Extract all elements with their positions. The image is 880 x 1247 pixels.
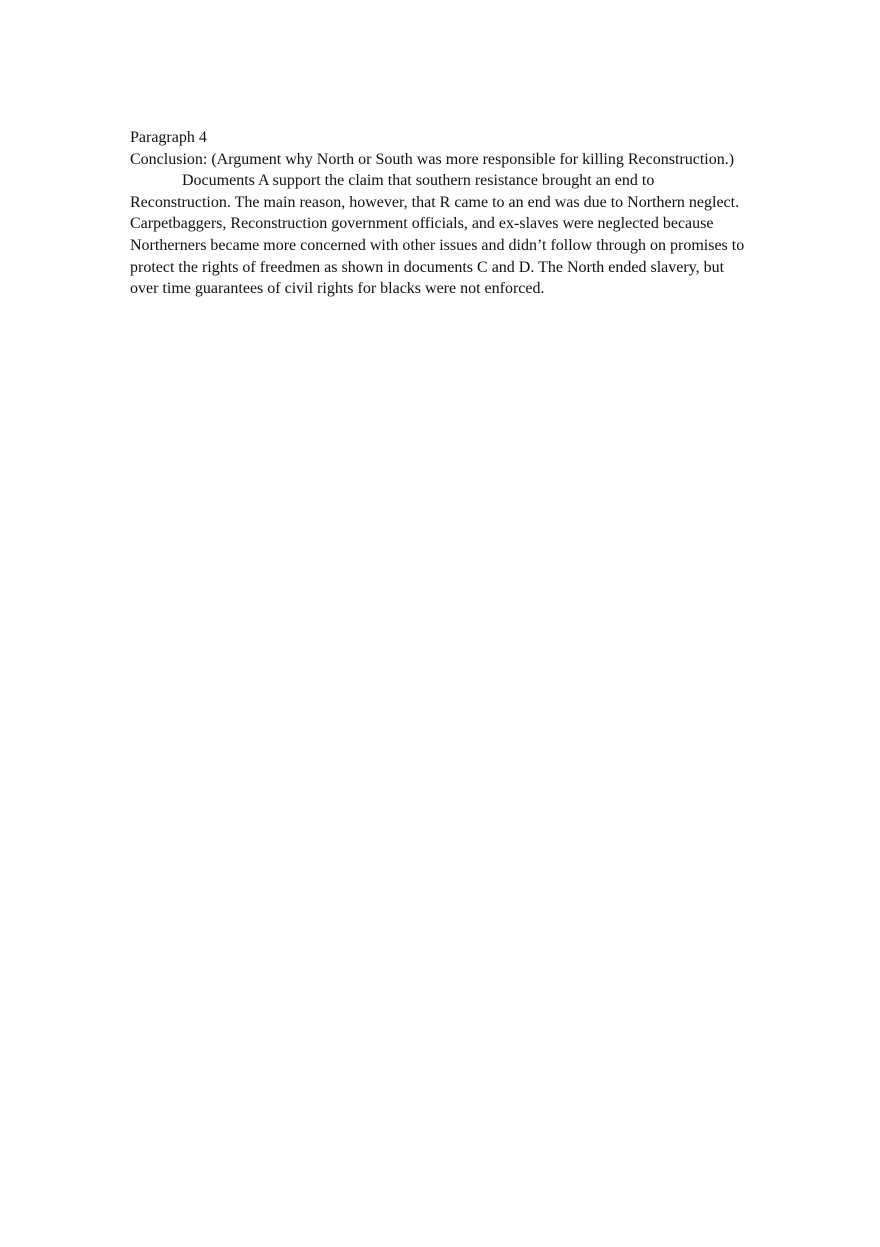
text-block (130, 127, 745, 300)
conclusion-paragraph: Documents A support the claim that southern resistance brought an end to Reconstruction. The main reason, however, that R came to an end was due to Northern neglect. Carpetbaggers, Reconstruction government officials, and ex-slaves were neglected because Northerners became more concerned with other issues and didn’t follow through on promises to protect the rights of freedmen as shown in documents C and D. The North ended slavery, but over time guarantees of civil rights for blacks were not enforced. (130, 172, 745, 298)
paragraph-heading: Paragraph 4 (130, 129, 207, 146)
conclusion-prompt: Conclusion: (Argument why North or South was more responsible for killing Reconstruction.) (130, 150, 735, 168)
